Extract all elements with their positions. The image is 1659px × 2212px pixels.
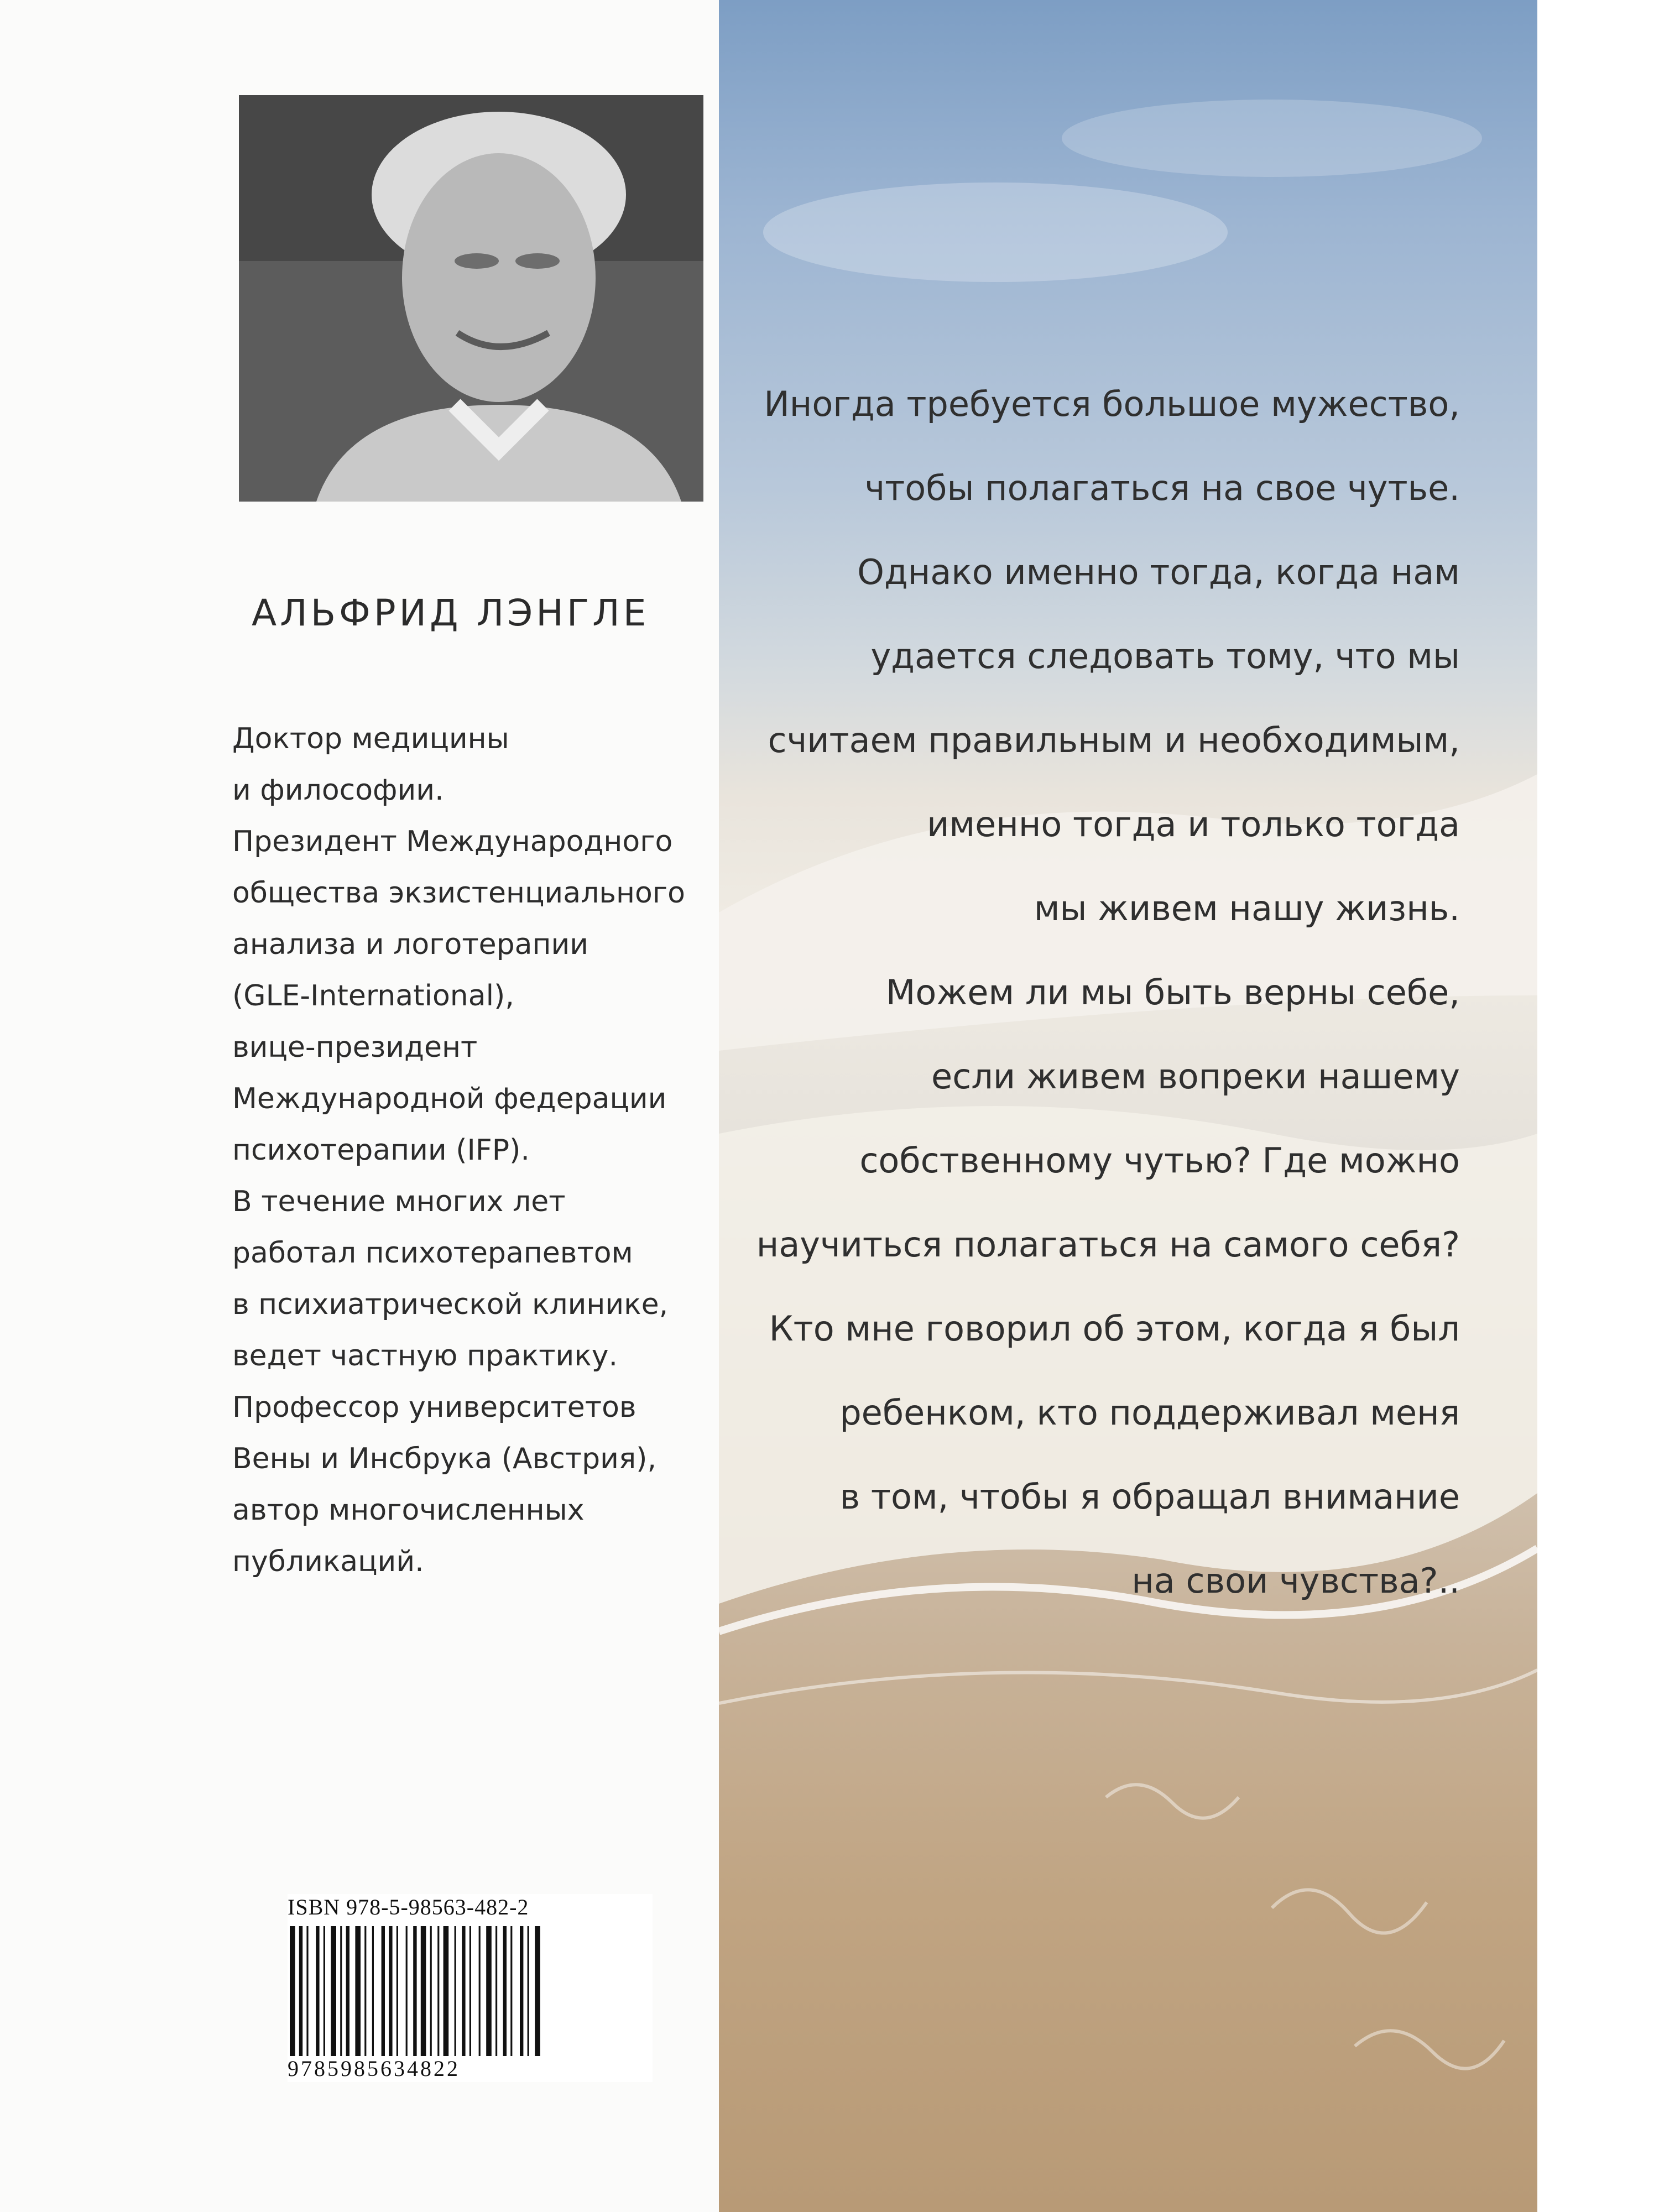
isbn-block <box>288 1894 653 2082</box>
bio-line: в психиатрической клинике, <box>232 1288 669 1321</box>
bio-line: анализа и логотерапии <box>232 928 589 961</box>
barcode-bar <box>299 1926 302 2056</box>
barcode-bar <box>528 1926 529 2056</box>
quote-line: Иногда требуется большое мужество, <box>764 384 1460 424</box>
barcode-bar <box>437 1926 439 2056</box>
barcode-bar <box>324 1926 325 2056</box>
bio-line: публикаций. <box>232 1545 424 1578</box>
barcode-bar <box>455 1926 456 2056</box>
quote-line: научиться полагаться на самого себя? <box>756 1224 1460 1265</box>
bio-line: Доктор медицины <box>232 722 509 755</box>
quote-line: Можем ли мы быть верны себе, <box>885 972 1460 1013</box>
barcode-bar <box>535 1926 540 2056</box>
author-portrait-icon <box>239 95 703 502</box>
barcode-bar <box>430 1926 432 2056</box>
quote-line: ребенком, кто поддерживал меня <box>839 1392 1460 1433</box>
left-panel <box>0 0 719 2212</box>
bio-line: вице-президент <box>232 1031 478 1064</box>
cover-edge <box>1537 0 1659 2212</box>
barcode-bar <box>479 1926 481 2056</box>
bio-line: общества экзистенциального <box>232 877 685 910</box>
bio-line: Президент Международного <box>232 825 673 858</box>
author-bio <box>232 713 702 1588</box>
barcode-bar <box>331 1926 336 2056</box>
barcode-bar <box>316 1926 319 2056</box>
bio-line: Вены и Инсбрука (Австрия), <box>232 1442 656 1475</box>
bio-line: психотерапии (IFP). <box>232 1134 530 1167</box>
author-photo <box>239 95 703 502</box>
quote-line: считаем правильным и необходимым, <box>768 720 1460 760</box>
bio-line: В течение многих лет <box>232 1185 566 1218</box>
barcode-bar <box>486 1926 492 2056</box>
barcode-bar <box>520 1926 523 2056</box>
quote-line: удается следовать тому, что мы <box>870 636 1460 676</box>
isbn-label: ISBN 978-5-98563-482-2 <box>288 1895 529 1919</box>
bio-line: автор многочисленных <box>232 1494 585 1527</box>
bio-line: ведет частную практику. <box>232 1339 618 1373</box>
barcode-bar <box>372 1926 374 2056</box>
bio-line: работал психотерапевтом <box>232 1237 633 1270</box>
quote-line: Кто мне говорил об этом, когда я был <box>769 1308 1460 1349</box>
bio-line: (GLE-International), <box>232 979 514 1013</box>
barcode-bar <box>406 1926 408 2056</box>
barcode-bar <box>355 1926 361 2056</box>
quote-line: в том, чтобы я обращал внимание <box>839 1477 1460 1517</box>
barcode-bar <box>469 1926 471 2056</box>
quote-line: именно тогда и только тогда <box>927 804 1460 844</box>
barcode-bar <box>510 1926 512 2056</box>
quote-line: Однако именно тогда, когда нам <box>857 552 1460 592</box>
barcode-bar <box>346 1926 349 2056</box>
barcode-bar <box>503 1926 507 2056</box>
barcode-bar <box>421 1926 426 2056</box>
quote-line: на свои чувства?.. <box>1131 1561 1460 1601</box>
barcode-bar <box>444 1926 449 2056</box>
barcode-bar <box>397 1926 398 2056</box>
bio-line: и философии. <box>232 774 444 807</box>
author-name: АЛЬФРИД ЛЭНГЛЕ <box>252 592 650 634</box>
barcode-icon <box>288 1926 653 2056</box>
barcode-bar <box>389 1926 392 2056</box>
cover-quote <box>735 362 1460 1623</box>
bio-line: Профессор университетов <box>232 1391 637 1424</box>
barcode-bar <box>495 1926 497 2056</box>
quote-line: собственному чутью? Где можно <box>859 1140 1460 1181</box>
barcode-bar <box>306 1926 308 2056</box>
barcode-bar <box>340 1926 342 2056</box>
barcode-bar <box>382 1926 385 2056</box>
bio-line: Международной федерации <box>232 1082 667 1115</box>
barcode-bar <box>413 1926 416 2056</box>
barcode-bar <box>462 1926 465 2056</box>
quote-line: чтобы полагаться на свое чутье. <box>864 468 1460 508</box>
barcode-bar <box>290 1926 295 2056</box>
quote-line: мы живем нашу жизнь. <box>1034 888 1460 928</box>
quote-line: если живем вопреки нашему <box>931 1056 1460 1097</box>
barcode-bar <box>364 1926 366 2056</box>
isbn-digits: 9785985634822 <box>288 2056 460 2081</box>
